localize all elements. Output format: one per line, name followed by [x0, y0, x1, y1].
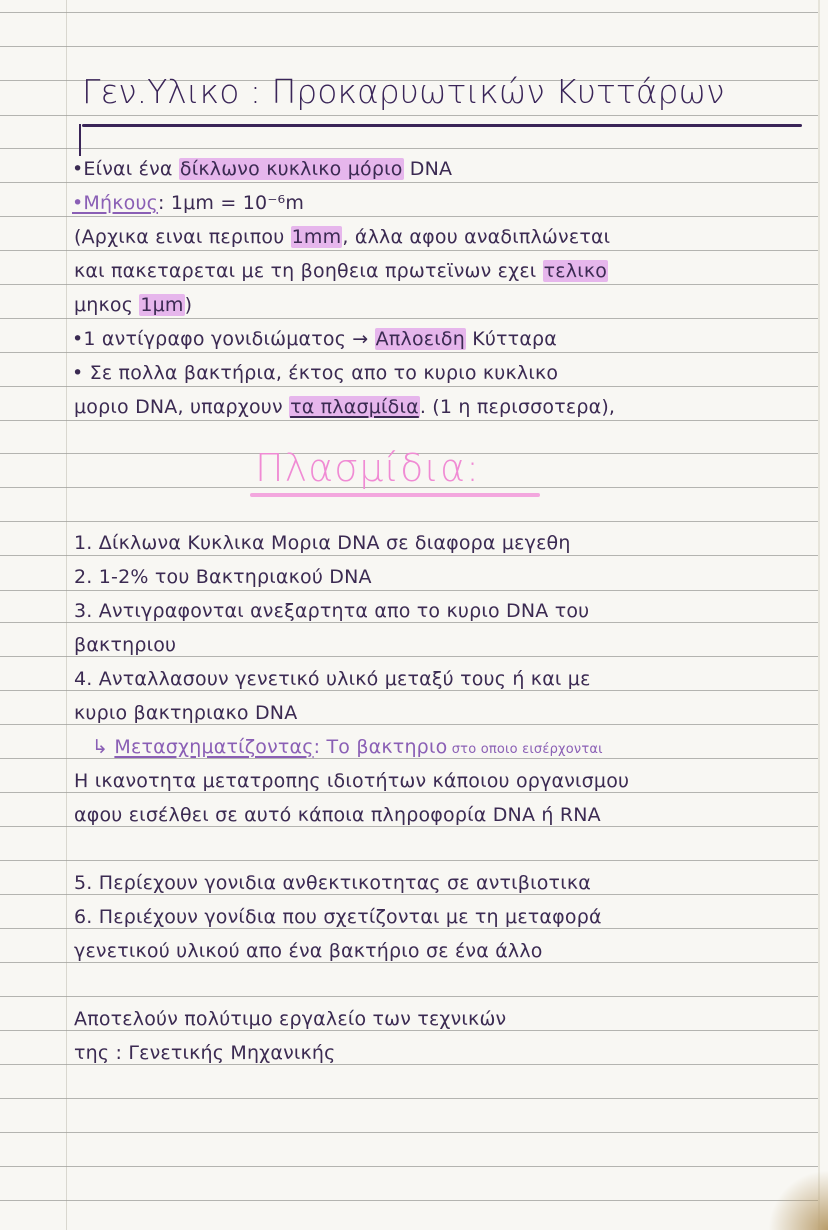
- ruled-line: [0, 1030, 818, 1031]
- margin-line: [66, 0, 67, 1230]
- text: και πακεταρεται με τη βοηθεια πρωτεϊνων εχει: [74, 260, 543, 282]
- point-3: 3. Αντιγραφονται ανεξαρτητα απο το κυριο DNA του: [74, 600, 590, 622]
- transformation-def-2: αφου εισέλθει σε αυτό κάποια πληροφορία DNA ή RNA: [74, 804, 601, 826]
- ruled-line: [0, 1098, 818, 1099]
- heading-underline: [250, 493, 540, 497]
- ruled-line: [0, 420, 818, 421]
- page-title: Γεν.Υλικο : Προκαρυωτικών Κυττάρων: [82, 72, 725, 111]
- ruled-line: [0, 792, 818, 793]
- ruled-line: [0, 216, 818, 217]
- text: : Το βακτηριο: [313, 736, 448, 758]
- term: Μετασχηματίζοντας: [114, 736, 314, 758]
- ruled-line: [0, 1166, 818, 1167]
- highlight: 1μm: [140, 294, 184, 316]
- page-edge: [818, 0, 820, 1230]
- ruled-line: [0, 1132, 818, 1133]
- intro-line-8: [74, 396, 615, 418]
- title-underline: [82, 124, 802, 127]
- ruled-line: [0, 860, 818, 861]
- ruled-line: [0, 724, 818, 725]
- ruled-line: [0, 656, 818, 657]
- text-small: στο οποιο εισέρχονται: [447, 742, 603, 757]
- ruled-line: [0, 318, 818, 319]
- ruled-line: [0, 12, 818, 13]
- ruled-line: [0, 962, 818, 963]
- section-heading: Πλασμίδια:: [255, 446, 480, 490]
- ruled-line: [0, 1200, 818, 1201]
- ruled-line: [0, 352, 818, 353]
- text: μηκος: [74, 294, 140, 316]
- intro-line-2: [72, 192, 304, 214]
- ruled-line: [0, 826, 818, 827]
- ruled-line: [0, 284, 818, 285]
- text: . (1 η περισσοτερα),: [419, 396, 616, 418]
- ruled-line: [0, 690, 818, 691]
- page-corner: [768, 1170, 828, 1230]
- ruled-line: [0, 182, 818, 183]
- intro-line-7: • Σε πολλα βακτήρια, έκτος απο το κυριο κυκλικο: [72, 362, 559, 384]
- highlight: Απλοειδη: [375, 328, 465, 350]
- highlight: τελικο: [543, 260, 608, 282]
- intro-line-5: [74, 294, 192, 316]
- text: , άλλα αφου αναδιπλώνεται: [342, 226, 611, 248]
- highlight: 1mm: [291, 226, 342, 248]
- intro-line-1: [72, 158, 452, 180]
- transformation-def-1: Η ικανοτητα μετατροπης ιδιοτήτων κάποιου οργανισμου: [74, 770, 630, 792]
- transformation-note: [92, 736, 603, 758]
- conclusion-line-1: Αποτελούν πολύτιμο εργαλείο των τεχνικών: [74, 1008, 507, 1030]
- conclusion-line-2: της : Γενετικής Μηχανικής: [74, 1042, 336, 1064]
- ruled-line: [0, 894, 818, 895]
- intro-line-3: [74, 226, 610, 248]
- ruled-line: [0, 758, 818, 759]
- ruled-line: [0, 996, 818, 997]
- point-6-cont: γενετικού υλικού απο ένα βακτήριο σε ένα άλλο: [74, 940, 543, 962]
- text: μοριο DNA, υπαρχουν: [74, 396, 290, 418]
- highlight: τα πλασμίδια: [290, 396, 419, 418]
- point-6: 6. Περιέχουν γονίδια που σχετίζονται με τη μεταφορά: [74, 906, 602, 928]
- ruled-line: [0, 928, 818, 929]
- point-4-cont: κυριο βακτηριακο DNA: [74, 702, 298, 724]
- point-2: 2. 1-2% του Βακτηριακού DNA: [74, 566, 372, 588]
- arrow-icon: ↳: [92, 736, 109, 758]
- ruled-line: [0, 1064, 818, 1065]
- length-label: •Μήκους: [72, 192, 159, 214]
- ruled-line: [0, 590, 818, 591]
- arrow-down-icon: [79, 124, 81, 156]
- point-3-cont: βακτηριου: [74, 634, 177, 656]
- text: : 1μm = 10⁻⁶m: [158, 192, 305, 214]
- ruled-line: [0, 521, 818, 522]
- text: •1 αντίγραφο γονιδιώματος →: [72, 328, 375, 350]
- ruled-line: [0, 148, 818, 149]
- point-5: 5. Περίεχουν γονιδια ανθεκτικοτητας σε αντιβιοτικα: [74, 872, 591, 894]
- text: (Αρχικα ειναι περιπου: [74, 226, 291, 248]
- text: •Είναι ένα: [72, 158, 179, 180]
- intro-line-6: [72, 328, 557, 350]
- text: DNA: [403, 158, 453, 180]
- ruled-line: [0, 115, 818, 116]
- highlight: δίκλωνο κυκλικο μόριο: [179, 158, 403, 180]
- ruled-line: [0, 250, 818, 251]
- ruled-line: [0, 386, 818, 387]
- point-4: 4. Ανταλλασουν γενετικό υλικό μεταξύ τους ή και με: [74, 668, 591, 690]
- text: ): [184, 294, 193, 316]
- ruled-line: [0, 555, 818, 556]
- ruled-line: [0, 46, 818, 47]
- intro-line-4: [74, 260, 608, 282]
- text: Κύτταρα: [465, 328, 558, 350]
- point-1: 1. Δίκλωνα Κυκλικα Μορια DNA σε διαφορα μεγεθη: [74, 532, 571, 554]
- ruled-line: [0, 622, 818, 623]
